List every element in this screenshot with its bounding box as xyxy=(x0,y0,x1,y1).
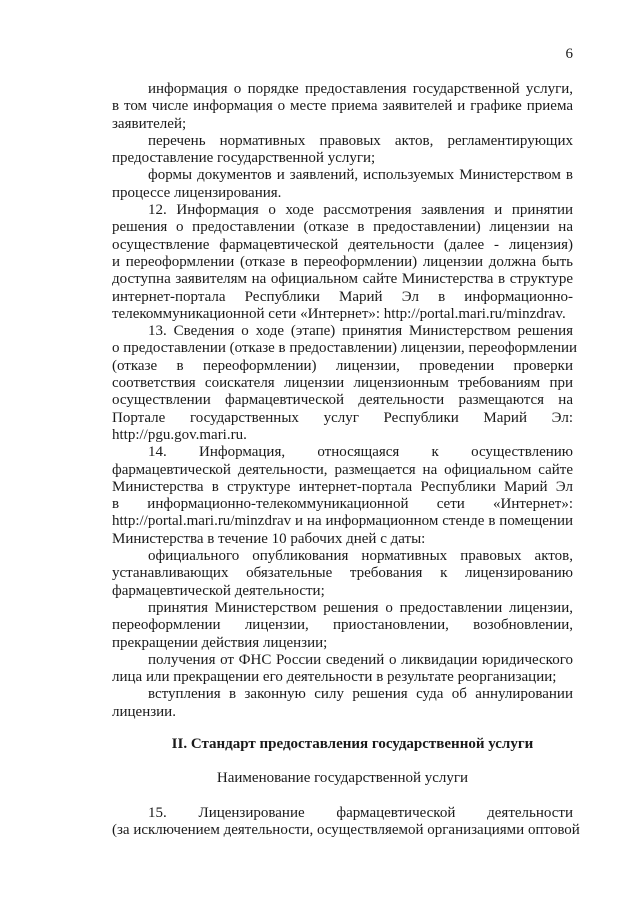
text-line: перечень нормативных правовых актов, регламентирующих xyxy=(148,132,573,149)
paragraph xyxy=(112,81,573,133)
text-line: http://portal.mari.ru/minzdrav и на информационном стенде в помещении xyxy=(112,513,573,530)
text-line: 14. Информация, относящаяся к осуществлению xyxy=(148,444,573,461)
text-line: 13. Сведения о ходе (этапе) принятия Министерством решения xyxy=(148,323,573,340)
text-line: 15. Лицензирование фармацевтической деятельности xyxy=(148,804,573,821)
paragraph xyxy=(112,600,573,652)
text-line: устанавливающих обязательные требования к лицензированию xyxy=(112,565,573,582)
text-line: в том числе информация о месте приема заявителей и графике приема xyxy=(112,98,573,115)
text-line: и переоформлении (отказе в переоформлении) лицензии должна быть xyxy=(112,253,573,270)
paragraph xyxy=(112,686,573,721)
paragraph xyxy=(112,652,573,687)
section-subheading: Наименование государственной услуги xyxy=(216,770,469,787)
paragraphs-before-section xyxy=(112,81,578,721)
text-line: решения о предоставлении (отказе в предоставлении) лицензии на xyxy=(112,219,573,236)
text-line: переоформлении лицензии, приостановлении, возобновлении, xyxy=(112,617,573,634)
paragraph xyxy=(112,444,573,548)
text-line: лицензии. xyxy=(112,703,176,720)
text-line: доступна заявителям на официальном сайте Министерства в структуре xyxy=(112,271,573,288)
text-line: (отказе в переоформлении) лицензии, проведении проверки xyxy=(112,357,573,374)
text-line: фармацевтической деятельности; xyxy=(112,582,325,599)
text-line: Министерства в течение 10 рабочих дней с даты: xyxy=(112,530,426,547)
paragraph xyxy=(112,167,573,202)
paragraph xyxy=(112,548,573,600)
paragraph xyxy=(112,202,573,323)
text-line: соответствия соискателя лицензии лицензионным требованиям при xyxy=(112,375,573,392)
text-line: предоставление государственной услуги; xyxy=(112,150,376,167)
text-line: интернет-портала Республики Марий Эл в информационно- xyxy=(112,288,573,305)
text-line: (за исключением деятельности, осуществляемой организациями оптовой xyxy=(112,821,580,838)
text-line: телекоммуникационной сети «Интернет»: http://portal.mari.ru/minzdrav. xyxy=(112,305,566,322)
text-line: получения от ФНС России сведений о ликвидации юридического xyxy=(148,651,573,668)
document-body xyxy=(112,81,580,839)
section-heading: II. Стандарт предоставления государственной услуги xyxy=(171,735,534,752)
paragraph xyxy=(112,323,578,444)
paragraphs-after-section xyxy=(112,804,580,840)
text-line: Министерства в структуре интернет-портала Республики Марий Эл xyxy=(112,478,573,495)
text-line: 12. Информация о ходе рассмотрения заявления и принятии xyxy=(148,202,573,219)
text-line: http://pgu.gov.mari.ru. xyxy=(112,426,247,443)
text-line: осуществлении фармацевтической деятельности размещаются на xyxy=(112,392,573,409)
text-line: официального опубликования нормативных правовых актов, xyxy=(148,548,573,565)
text-line: Портале государственных услуг Республики Марий Эл: xyxy=(112,409,573,426)
page-number: 6 xyxy=(565,46,573,62)
text-line: фармацевтической деятельности, размещается на официальном сайте xyxy=(112,461,573,478)
text-line: информация о порядке предоставления государственной услуги, xyxy=(148,81,573,97)
text-line: осуществление фармацевтической деятельности (далее - лицензия) xyxy=(112,236,573,253)
paragraph xyxy=(112,133,573,168)
text-line: заявителей; xyxy=(112,115,187,132)
text-line: в информационно-телекоммуникационной сети «Интернет»: xyxy=(112,496,573,513)
text-line: принятия Министерством решения о предоставлении лицензии, xyxy=(148,599,573,616)
text-line: лица или прекращении его деятельности в результате реорганизации; xyxy=(112,669,557,686)
text-line: формы документов и заявлений, используемых Министерством в xyxy=(148,167,573,184)
text-line: вступления в законную силу решения суда об аннулировании xyxy=(148,686,573,703)
text-line: процессе лицензирования. xyxy=(112,184,282,201)
text-line: прекращении действия лицензии; xyxy=(112,634,328,651)
paragraph xyxy=(112,804,580,840)
text-line: о предоставлении (отказе в предоставлении) лицензии, переоформлении xyxy=(112,340,578,357)
